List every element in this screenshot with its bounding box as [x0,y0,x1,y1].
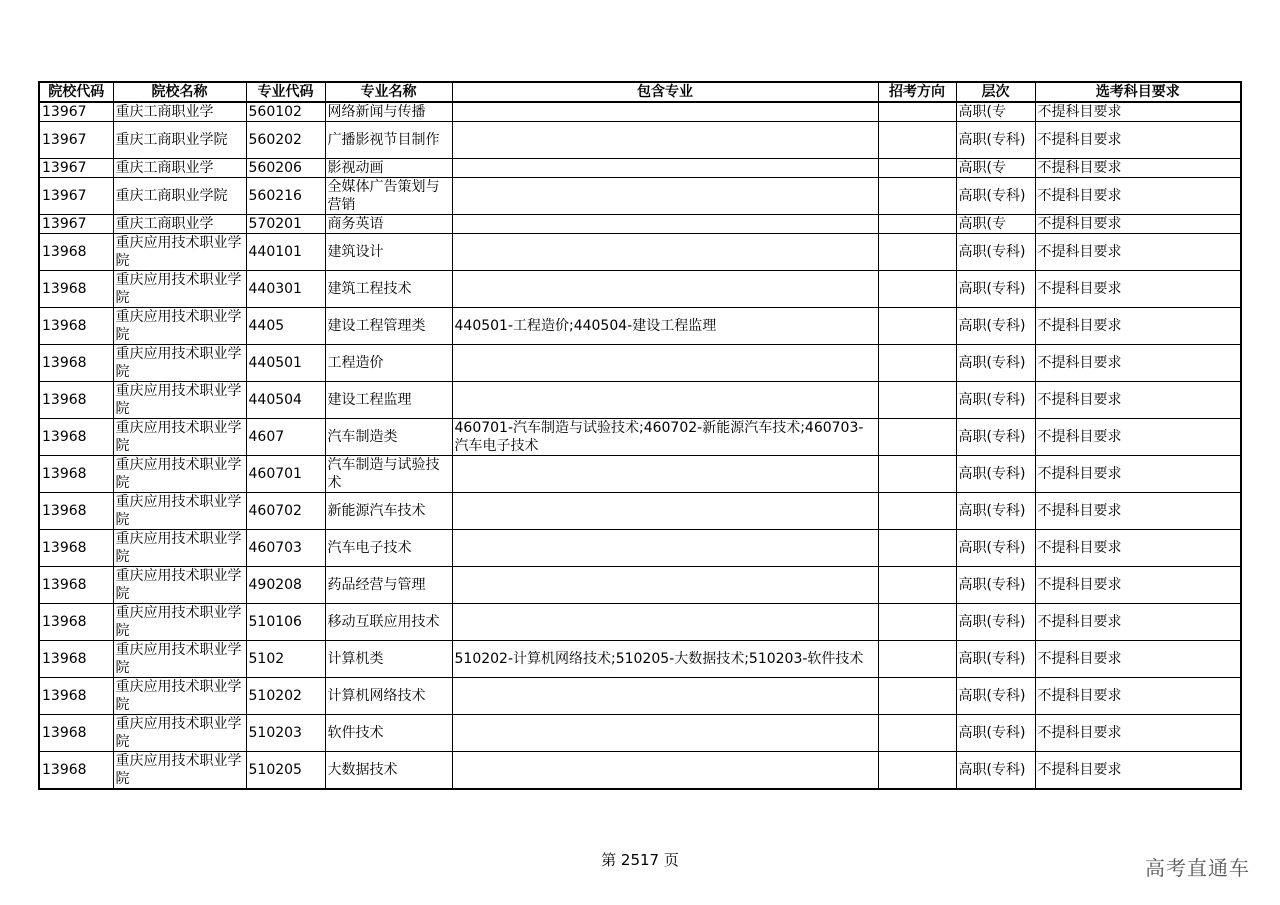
school-name-cell: 重庆应用技术职业学院 [113,419,246,456]
direction-cell [878,122,956,159]
subject-requirement-cell: 不提科目要求 [1035,641,1241,678]
level-cell: 高职(专科) [956,234,1035,271]
included-majors-cell [452,604,878,641]
major-code-cell: 440101 [246,234,325,271]
major-code-cell: 560202 [246,122,325,159]
major-code-cell: 460702 [246,493,325,530]
level-cell: 高职(专科) [956,530,1035,567]
school-name-cell: 重庆工商职业学 [113,159,246,178]
school-name-cell: 重庆工商职业学院 [113,122,246,159]
school-name-cell: 重庆应用技术职业学院 [113,493,246,530]
direction-cell [878,752,956,790]
direction-cell [878,178,956,215]
major-code-cell: 510106 [246,604,325,641]
table-row [39,715,1241,752]
table-row [39,419,1241,456]
included-majors-cell [452,215,878,234]
table-row [39,271,1241,308]
school-code-cell: 13968 [39,493,113,530]
subject-requirement-cell: 不提科目要求 [1035,715,1241,752]
header-level: 层次 [956,82,1035,102]
table-row [39,159,1241,178]
major-code-cell: 510202 [246,678,325,715]
included-majors-cell [452,493,878,530]
school-name-cell: 重庆应用技术职业学院 [113,382,246,419]
table-row [39,345,1241,382]
level-cell: 高职(专科) [956,419,1035,456]
school-code-cell: 13967 [39,159,113,178]
subject-requirement-cell: 不提科目要求 [1035,122,1241,159]
subject-requirement-cell: 不提科目要求 [1035,271,1241,308]
direction-cell [878,456,956,493]
school-name-cell: 重庆应用技术职业学院 [113,604,246,641]
subject-requirement-cell: 不提科目要求 [1035,604,1241,641]
major-code-cell: 460703 [246,530,325,567]
school-code-cell: 13968 [39,308,113,345]
level-cell: 高职(专科) [956,271,1035,308]
school-code-cell: 13967 [39,215,113,234]
school-code-cell: 13967 [39,102,113,122]
school-name-cell: 重庆应用技术职业学院 [113,456,246,493]
header-direction: 招考方向 [878,82,956,102]
subject-requirement-cell: 不提科目要求 [1035,752,1241,790]
major-code-cell: 560206 [246,159,325,178]
school-code-cell: 13968 [39,715,113,752]
subject-requirement-cell: 不提科目要求 [1035,159,1241,178]
included-majors-cell [452,752,878,790]
school-name-cell: 重庆工商职业学 [113,215,246,234]
school-code-cell: 13968 [39,604,113,641]
table-row [39,178,1241,215]
major-name-cell: 汽车制造与试验技术 [325,456,452,493]
school-name-cell: 重庆应用技术职业学院 [113,345,246,382]
direction-cell [878,159,956,178]
table-row [39,604,1241,641]
major-name-cell: 网络新闻与传播 [325,102,452,122]
subject-requirement-cell: 不提科目要求 [1035,419,1241,456]
included-majors-cell [452,345,878,382]
admissions-table [38,81,1242,790]
table-row [39,493,1241,530]
table-row [39,102,1241,122]
major-code-cell: 510205 [246,752,325,790]
subject-requirement-cell: 不提科目要求 [1035,234,1241,271]
school-name-cell: 重庆应用技术职业学院 [113,715,246,752]
school-name-cell: 重庆应用技术职业学院 [113,752,246,790]
major-name-cell: 新能源汽车技术 [325,493,452,530]
direction-cell [878,215,956,234]
level-cell: 高职(专科) [956,345,1035,382]
page-number: 第 2517 页 [601,851,679,869]
school-code-cell: 13968 [39,271,113,308]
major-name-cell: 计算机类 [325,641,452,678]
header-included-majors: 包含专业 [452,82,878,102]
school-name-cell: 重庆应用技术职业学院 [113,567,246,604]
school-code-cell: 13968 [39,345,113,382]
major-code-cell: 440301 [246,271,325,308]
school-code-cell: 13968 [39,641,113,678]
level-cell: 高职(专科) [956,604,1035,641]
major-name-cell: 建筑设计 [325,234,452,271]
included-majors-cell [452,102,878,122]
level-cell: 高职(专科) [956,382,1035,419]
direction-cell [878,530,956,567]
included-majors-cell [452,159,878,178]
watermark-text: 高考直通车 [1145,856,1250,880]
table-row [39,456,1241,493]
subject-requirement-cell: 不提科目要求 [1035,456,1241,493]
school-code-cell: 13967 [39,178,113,215]
direction-cell [878,493,956,530]
table-row [39,530,1241,567]
school-name-cell: 重庆工商职业学院 [113,178,246,215]
school-code-cell: 13968 [39,419,113,456]
direction-cell [878,234,956,271]
level-cell: 高职(专科) [956,715,1035,752]
major-code-cell: 440504 [246,382,325,419]
level-cell: 高职(专科) [956,567,1035,604]
school-code-cell: 13968 [39,530,113,567]
subject-requirement-cell: 不提科目要求 [1035,493,1241,530]
major-code-cell: 560216 [246,178,325,215]
school-name-cell: 重庆应用技术职业学院 [113,641,246,678]
table-row [39,641,1241,678]
major-name-cell: 移动互联应用技术 [325,604,452,641]
direction-cell [878,382,956,419]
header-major-code: 专业代码 [246,82,325,102]
major-name-cell: 全媒体广告策划与营销 [325,178,452,215]
level-cell: 高职(专科) [956,456,1035,493]
included-majors-cell [452,567,878,604]
major-name-cell: 软件技术 [325,715,452,752]
school-code-cell: 13968 [39,752,113,790]
included-majors-cell [452,530,878,567]
included-majors-cell [452,122,878,159]
subject-requirement-cell: 不提科目要求 [1035,530,1241,567]
school-name-cell: 重庆应用技术职业学院 [113,234,246,271]
table-row [39,234,1241,271]
level-cell: 高职(专 [956,102,1035,122]
table-row [39,567,1241,604]
major-code-cell: 570201 [246,215,325,234]
direction-cell [878,419,956,456]
major-code-cell: 460701 [246,456,325,493]
school-code-cell: 13967 [39,122,113,159]
direction-cell [878,271,956,308]
included-majors-cell [452,178,878,215]
school-code-cell: 13968 [39,456,113,493]
direction-cell [878,345,956,382]
included-majors-cell: 440501-工程造价;440504-建设工程监理 [452,308,878,345]
table-body [39,102,1241,789]
school-code-cell: 13968 [39,678,113,715]
subject-requirement-cell: 不提科目要求 [1035,308,1241,345]
included-majors-cell [452,382,878,419]
major-code-cell: 4607 [246,419,325,456]
included-majors-cell [452,234,878,271]
direction-cell [878,641,956,678]
level-cell: 高职(专 [956,159,1035,178]
major-name-cell: 建筑工程技术 [325,271,452,308]
major-code-cell: 490208 [246,567,325,604]
direction-cell [878,678,956,715]
subject-requirement-cell: 不提科目要求 [1035,567,1241,604]
table-row [39,308,1241,345]
table-row [39,678,1241,715]
major-code-cell: 440501 [246,345,325,382]
major-code-cell: 560102 [246,102,325,122]
major-name-cell: 工程造价 [325,345,452,382]
school-name-cell: 重庆应用技术职业学院 [113,271,246,308]
subject-requirement-cell: 不提科目要求 [1035,102,1241,122]
school-code-cell: 13968 [39,382,113,419]
level-cell: 高职(专科) [956,122,1035,159]
header-major-name: 专业名称 [325,82,452,102]
table-row [39,122,1241,159]
school-code-cell: 13968 [39,567,113,604]
major-code-cell: 4405 [246,308,325,345]
major-name-cell: 汽车电子技术 [325,530,452,567]
level-cell: 高职(专科) [956,752,1035,790]
header-school-code: 院校代码 [39,82,113,102]
table-row [39,382,1241,419]
subject-requirement-cell: 不提科目要求 [1035,215,1241,234]
major-name-cell: 药品经营与管理 [325,567,452,604]
major-code-cell: 5102 [246,641,325,678]
major-name-cell: 建设工程管理类 [325,308,452,345]
major-name-cell: 广播影视节目制作 [325,122,452,159]
school-name-cell: 重庆应用技术职业学院 [113,530,246,567]
table-row [39,752,1241,790]
major-code-cell: 510203 [246,715,325,752]
subject-requirement-cell: 不提科目要求 [1035,678,1241,715]
included-majors-cell: 460701-汽车制造与试验技术;460702-新能源汽车技术;460703-汽车电子技术 [452,419,878,456]
included-majors-cell [452,715,878,752]
major-name-cell: 大数据技术 [325,752,452,790]
level-cell: 高职(专科) [956,493,1035,530]
included-majors-cell [452,678,878,715]
level-cell: 高职(专科) [956,678,1035,715]
header-school-name: 院校名称 [113,82,246,102]
direction-cell [878,308,956,345]
major-name-cell: 建设工程监理 [325,382,452,419]
direction-cell [878,567,956,604]
school-name-cell: 重庆工商职业学 [113,102,246,122]
direction-cell [878,715,956,752]
school-name-cell: 重庆应用技术职业学院 [113,308,246,345]
direction-cell [878,102,956,122]
table-row [39,215,1241,234]
level-cell: 高职(专科) [956,641,1035,678]
level-cell: 高职(专科) [956,308,1035,345]
major-name-cell: 商务英语 [325,215,452,234]
major-name-cell: 计算机网络技术 [325,678,452,715]
school-name-cell: 重庆应用技术职业学院 [113,678,246,715]
major-name-cell: 汽车制造类 [325,419,452,456]
school-code-cell: 13968 [39,234,113,271]
direction-cell [878,604,956,641]
header-subject-requirement: 选考科目要求 [1035,82,1241,102]
included-majors-cell [452,456,878,493]
level-cell: 高职(专 [956,215,1035,234]
level-cell: 高职(专科) [956,178,1035,215]
major-name-cell: 影视动画 [325,159,452,178]
included-majors-cell: 510202-计算机网络技术;510205-大数据技术;510203-软件技术 [452,641,878,678]
subject-requirement-cell: 不提科目要求 [1035,345,1241,382]
subject-requirement-cell: 不提科目要求 [1035,178,1241,215]
table-header-row [39,82,1241,102]
subject-requirement-cell: 不提科目要求 [1035,382,1241,419]
included-majors-cell [452,271,878,308]
